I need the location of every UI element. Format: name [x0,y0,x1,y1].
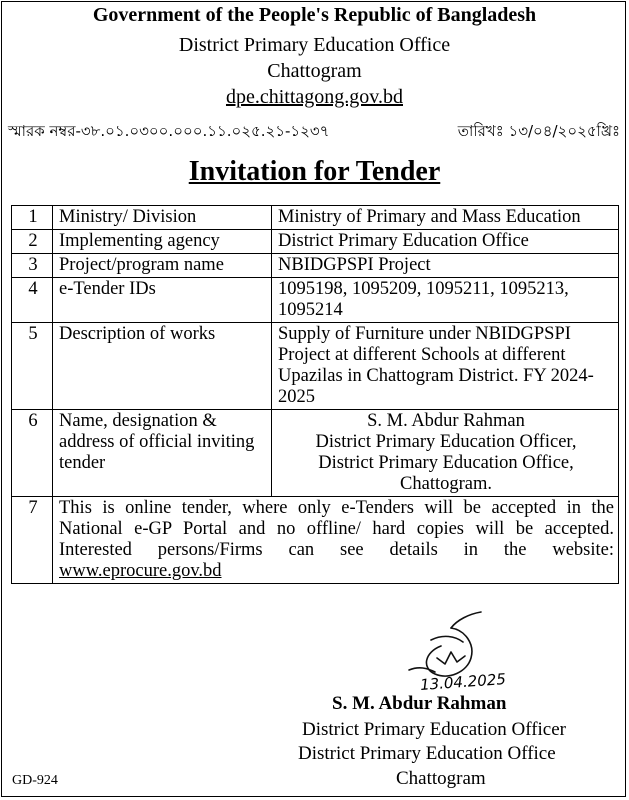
row-value [272,410,619,497]
signatory-name: S. M. Abdur Rahman [332,693,507,714]
footer-code: GD-924 [12,773,58,788]
eprocure-link[interactable]: www.eprocure.gov.bd [59,561,222,581]
table-row [12,497,619,584]
row-number: 2 [12,230,53,254]
signatory-designation: District Primary Education Officer [302,719,566,740]
row-item: e-Tender IDs [53,278,272,323]
tender-table [11,205,619,584]
office-website-link[interactable]: dpe.chittagong.gov.bd [225,86,403,108]
row-number: 1 [12,206,53,230]
row-value: 1095198, 1095209, 1095211, 1095213, 1095214 [272,278,619,323]
memo-number: স্মারক নম্বর-৩৮.০১.০৩০০.০০০.১১.০২৫.২১-১২৩৭ [8,122,330,140]
table-row [12,206,619,230]
table-row [12,410,619,497]
official-office: District Primary Education Office, [318,453,574,473]
row-item: Ministry/ Division [53,206,272,230]
row-number: 5 [12,323,53,410]
row-value: District Primary Education Office [272,230,619,254]
row-item: Description of works [53,323,272,410]
row-number: 3 [12,254,53,278]
row-number: 6 [12,410,53,497]
table-row [12,230,619,254]
signature-date: 13.04.2025 [419,670,507,694]
memo-date: তারিখঃ ১৩/০৪/২০২৫খ্রিঃ [457,122,620,140]
official-designation: District Primary Education Officer, [315,432,577,452]
office-city: Chattogram [267,60,362,82]
signatory-office: District Primary Education Office [298,743,556,764]
row-item: Project/program name [53,254,272,278]
office-name: District Primary Education Office [178,34,451,56]
row-item: Name, designation & address of official inviting tender [53,410,272,497]
online-tender-note: This is online tender, where only e-Tenders will be accepted in the National e-GP Portal and no offline/ hard copies will be accepted. Interested persons/Firms can see details in the website: [59,498,614,560]
row-value: NBIDGPSPI Project [272,254,619,278]
row-number: 4 [12,278,53,323]
official-name: S. M. Abdur Rahman [367,411,525,431]
table-row [12,278,619,323]
table-row [12,254,619,278]
table-row [12,323,619,410]
government-heading: Government of the People's Republic of Bangladesh [92,4,537,26]
row-number: 7 [12,497,53,584]
official-city: Chattogram. [400,474,492,494]
row-item: Implementing agency [53,230,272,254]
row-value: Ministry of Primary and Mass Education [272,206,619,230]
signatory-city: Chattogram [396,768,486,789]
row-value: Supply of Furniture under NBIDGPSPI Project at different Schools at different Upazilas in Chattogram District. FY 2024-2025 [272,323,619,410]
row-note [53,497,619,584]
page-title: Invitation for Tender [188,156,441,187]
